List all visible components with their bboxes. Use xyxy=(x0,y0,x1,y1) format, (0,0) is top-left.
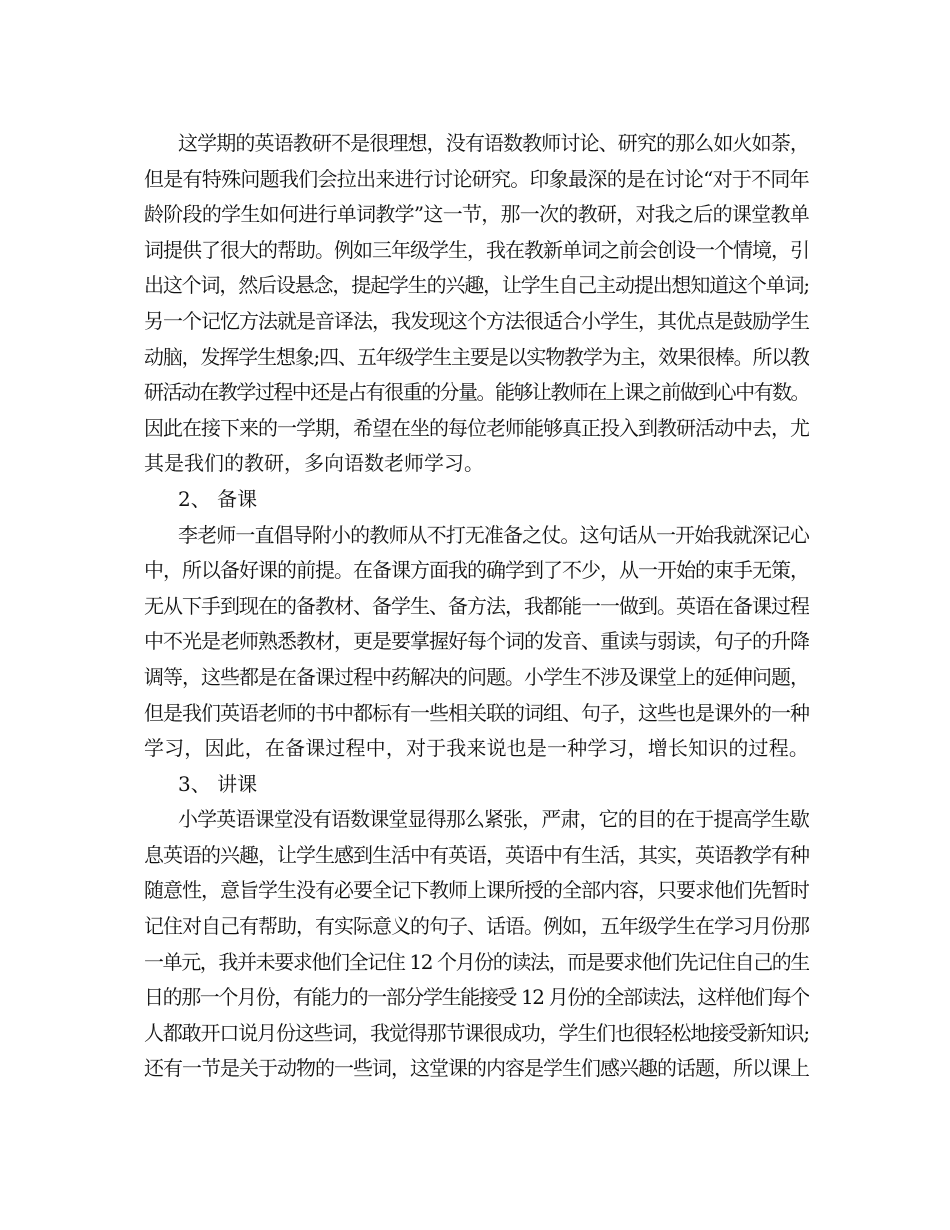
text-line: 调等，这些都是在备课过程中药解决的问题。小学生不涉及课堂上的延伸问题， xyxy=(144,664,809,689)
text-line: 中，所以备好课的前提。在备课方面我的确学到了不少，从一开始的束手无策， xyxy=(144,558,809,583)
text-line: 动脑，发挥学生想象;四、五年级学生主要是以实物教学为主，效果很棒。所以教 xyxy=(144,344,809,369)
text-line: 还有一节是关于动物的一些词，这堂课的内容是学生们感兴趣的话题，所以课上 xyxy=(144,1056,809,1081)
text-line: 无从下手到现在的备教材、备学生、备方法，我都能一一做到。英语在备课过程 xyxy=(144,593,809,618)
text-line: 随意性，意旨学生没有必要全记下教师上课所授的全部内容，只要求他们先暂时 xyxy=(144,878,809,903)
text-line: 小学英语课堂没有语数课堂显得那么紧张，严肃，它的目的在于提高学生歇 xyxy=(178,807,809,832)
text-line: 但是我们英语老师的书中都标有一些相关联的词组、句子，这些也是课外的一种 xyxy=(144,700,809,725)
text-line: 词提供了很大的帮助。例如三年级学生，我在教新单词之前会创设一个情境，引 xyxy=(144,237,809,262)
text-line: 其是我们的教研，多向语数老师学习。 xyxy=(144,451,484,476)
text-line: 日的那一个月份，有能力的一部分学生能接受 12 月份的全部读法，这样他们每个 xyxy=(144,985,809,1010)
text-line: 但是有特殊问题我们会拉出来进行讨论研究。印象最深的是在讨论“对于不同年 xyxy=(144,166,809,191)
text-line: 龄阶段的学生如何进行单词教学”这一节，那一次的教研，对我之后的课堂教单 xyxy=(144,202,809,227)
text-line: 李老师一直倡导附小的教师从不打无准备之仗。这句话从一开始我就深记心 xyxy=(178,522,809,547)
text-line: 息英语的兴趣，让学生感到生活中有英语，英语中有生活，其实，英语教学有种 xyxy=(144,842,809,867)
text-line: 这学期的英语教研不是很理想，没有语数教师讨论、研究的那么如火如荼， xyxy=(178,131,809,155)
text-line: 另一个记忆方法就是音译法，我发现这个方法很适合小学生，其优点是鼓励学生 xyxy=(144,308,809,333)
text-line: 3、 讲课 xyxy=(178,771,258,796)
text-line: 一单元，我并未要求他们全记住 12 个月份的读法，而是要求他们先记住自己的生 xyxy=(144,949,809,974)
text-line: 出这个词，然后设悬念，提起学生的兴趣，让学生自己主动提出想知道这个单词; xyxy=(144,273,809,298)
text-line: 记住对自己有帮助，有实际意义的句子、话语。例如，五年级学生在学习月份那 xyxy=(144,914,809,939)
document-body xyxy=(144,126,809,1087)
text-line: 人都敢开口说月份这些词，我觉得那节课很成功，学生们也很轻松地接受新知识; xyxy=(144,1020,809,1045)
text-line: 2、 备课 xyxy=(178,486,258,511)
text-line: 中不光是老师熟悉教材，更是要掌握好每个词的发音、重读与弱读，句子的升降 xyxy=(144,629,809,654)
text-line: 研活动在教学过程中还是占有很重的分量。能够让教师在上课之前做到心中有数。 xyxy=(144,380,809,405)
text-line: 因此在接下来的一学期，希望在坐的每位老师能够真正投入到教研活动中去，尤 xyxy=(144,415,809,440)
text-line: 学习，因此，在备课过程中，对于我来说也是一种学习，增长知识的过程。 xyxy=(144,736,809,761)
